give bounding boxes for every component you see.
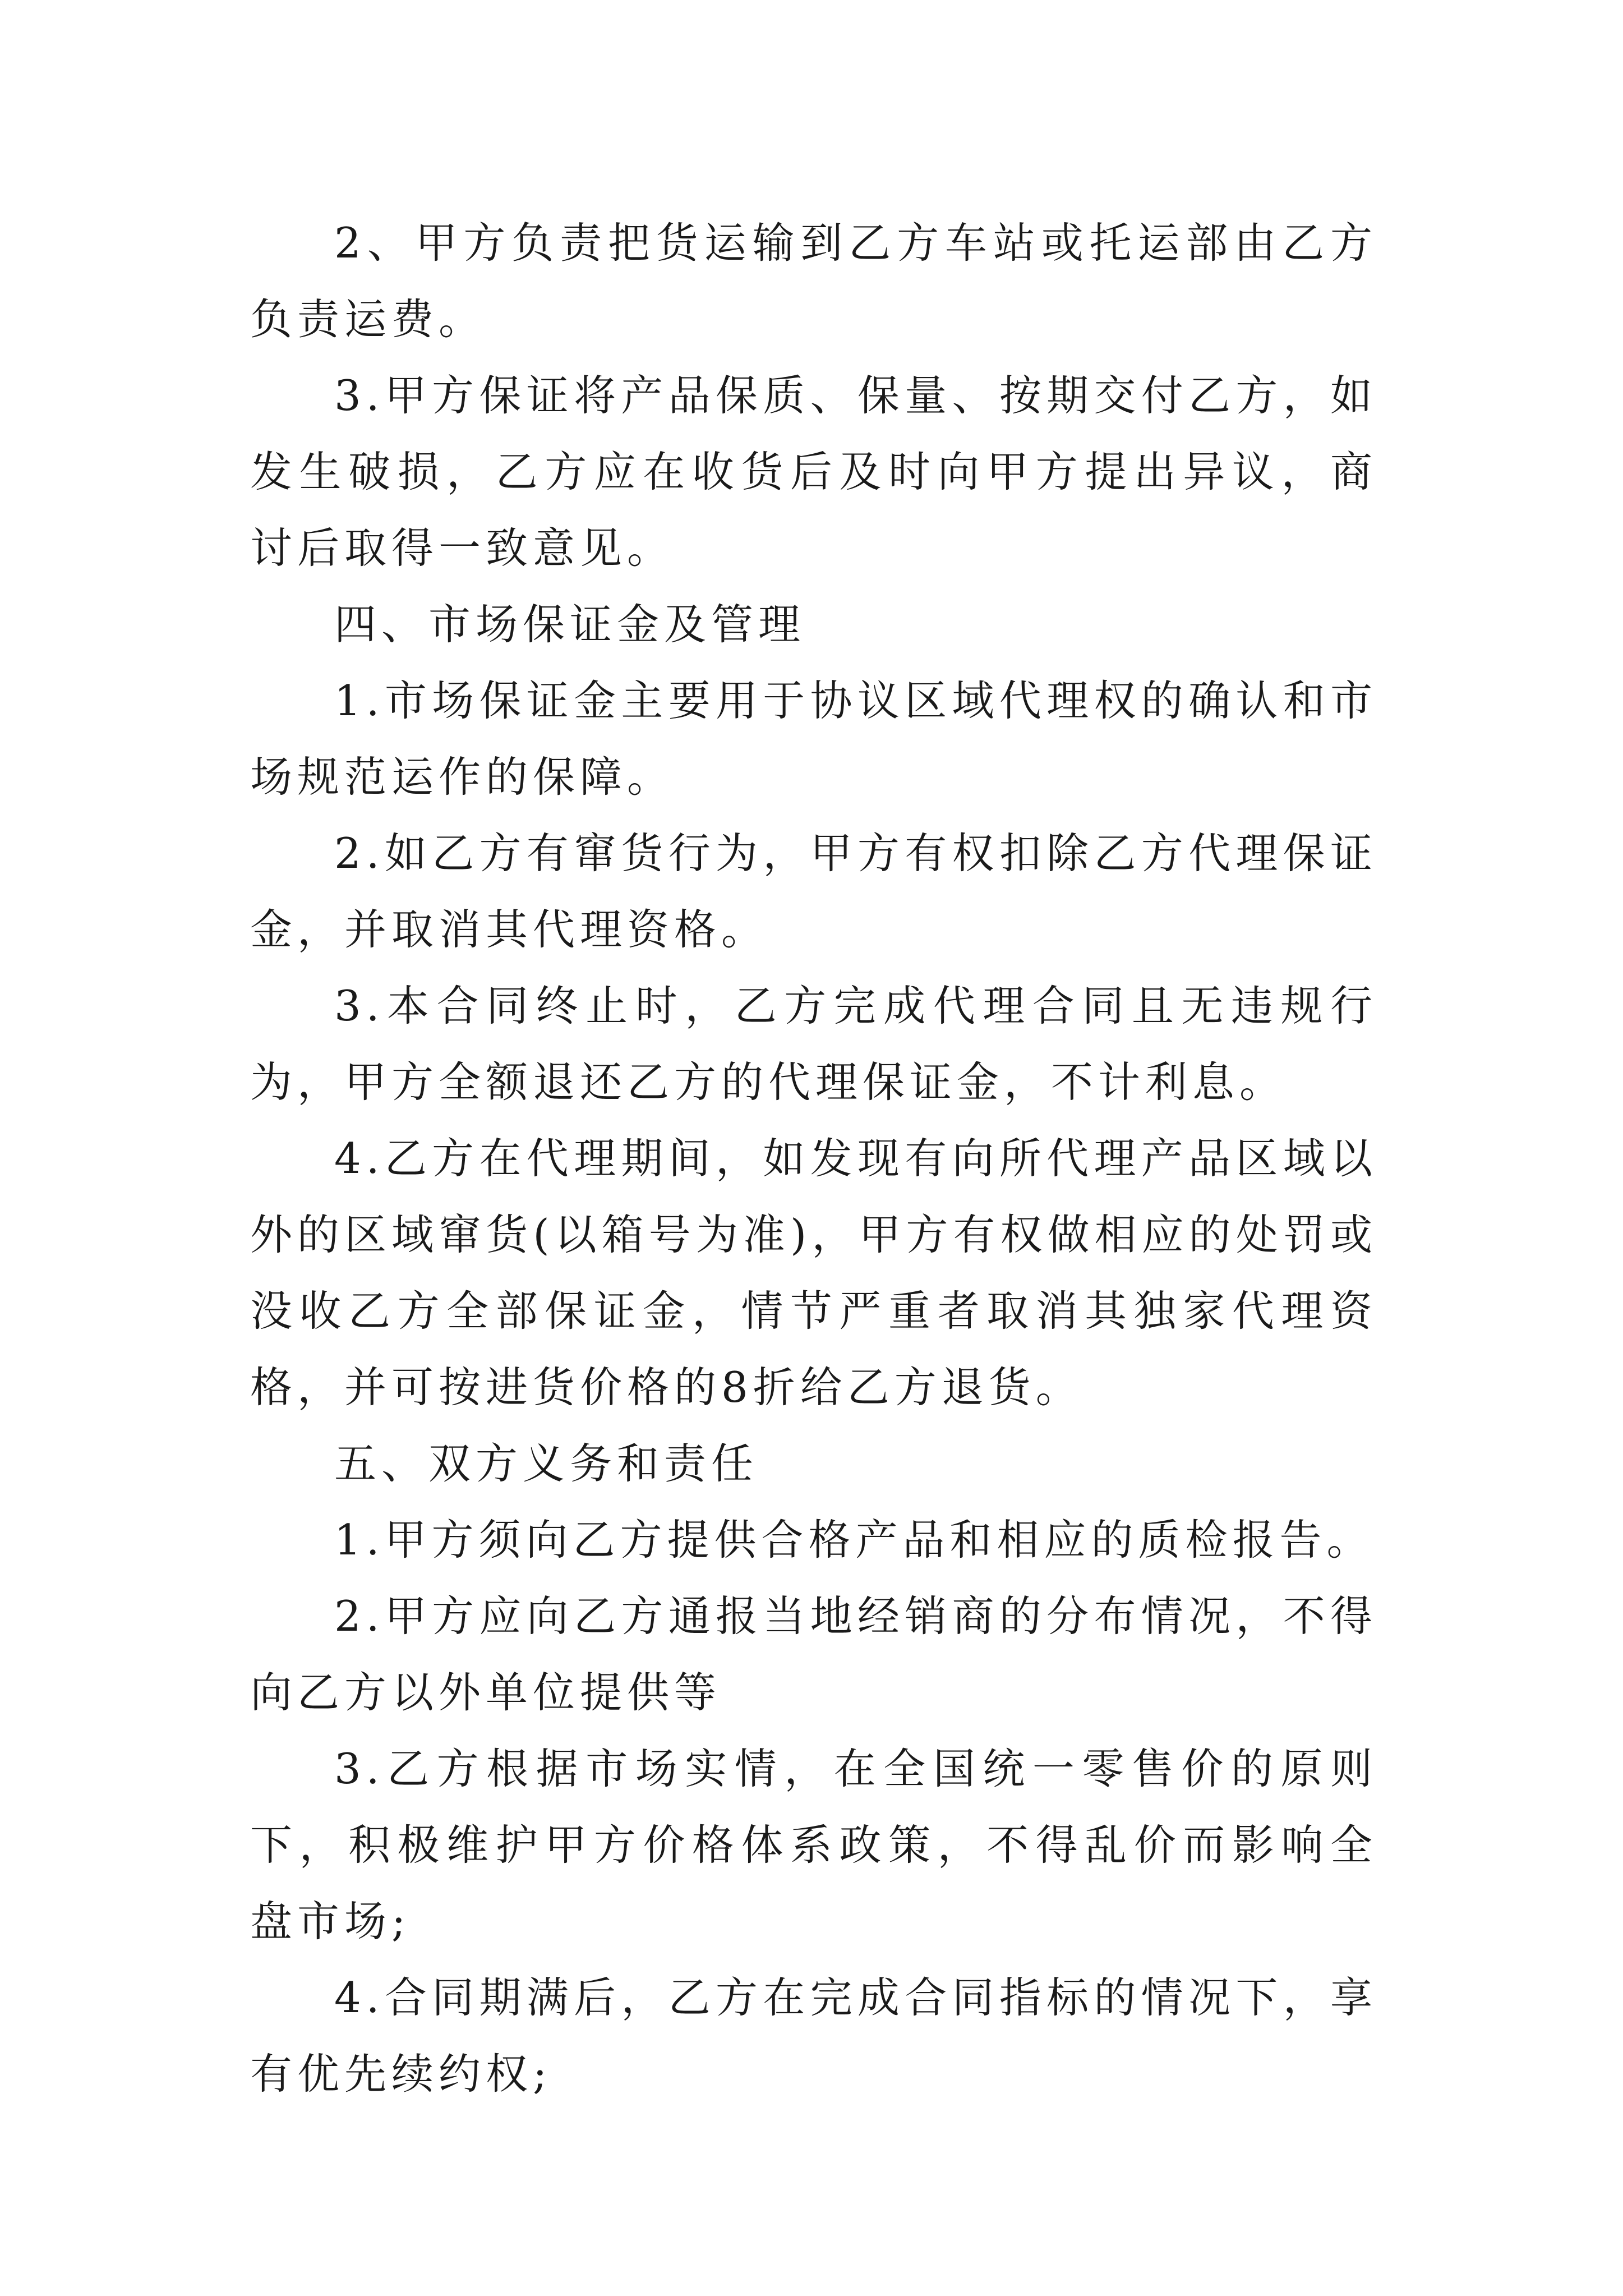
paragraph-price-system: 3.乙方根据市场实情，在全国统一零售价的原则下，积极维护甲方价格体系政策，不得乱价而影响全盘市场; — [250, 1744, 1377, 1946]
section-heading-deposit: 四、市场保证金及管理 — [334, 600, 806, 649]
document-body — [250, 205, 1377, 2112]
paragraph-deposit-refund: 3.本合同终止时，乙方完成代理合同且无违规行为，甲方全额退还乙方的代理保证金，不计利息。 — [250, 981, 1377, 1107]
paragraph-qualified-products: 1.甲方须向乙方提供合格产品和相应的质检报告。 — [334, 1515, 1374, 1565]
paragraph-distributor-info: 2.甲方应向乙方通报当地经销商的分布情况，不得向乙方以外单位提供等 — [250, 1591, 1377, 1717]
paragraph-quality-guarantee: 3.甲方保证将产品保质、保量、按期交付乙方，如发生破损，乙方应在收货后及时向甲方提出异议，商讨后取得一致意见。 — [250, 371, 1377, 573]
section-heading-obligations: 五、双方义务和责任 — [334, 1439, 759, 1488]
paragraph-delivery-freight: 2、甲方负责把货运输到乙方车站或托运部由乙方负责运费。 — [250, 218, 1377, 344]
paragraph-renewal-priority: 4.合同期满后，乙方在完成合同指标的情况下，享有优先续约权; — [250, 1973, 1377, 2099]
paragraph-deposit-purpose: 1.市场保证金主要用于协议区域代理权的确认和市场规范运作的保障。 — [250, 676, 1377, 802]
paragraph-cross-region-penalty: 4.乙方在代理期间，如发现有向所代理产品区域以外的区域窜货(以箱号为准)，甲方有权做相应的处罚或没收乙方全部保证金，情节严重者取消其独家代理资格，并可按进货价格的8折给乙方退货。 — [250, 1134, 1377, 1412]
paragraph-deposit-deduction: 2.如乙方有窜货行为，甲方有权扣除乙方代理保证金，并取消其代理资格。 — [250, 829, 1377, 954]
